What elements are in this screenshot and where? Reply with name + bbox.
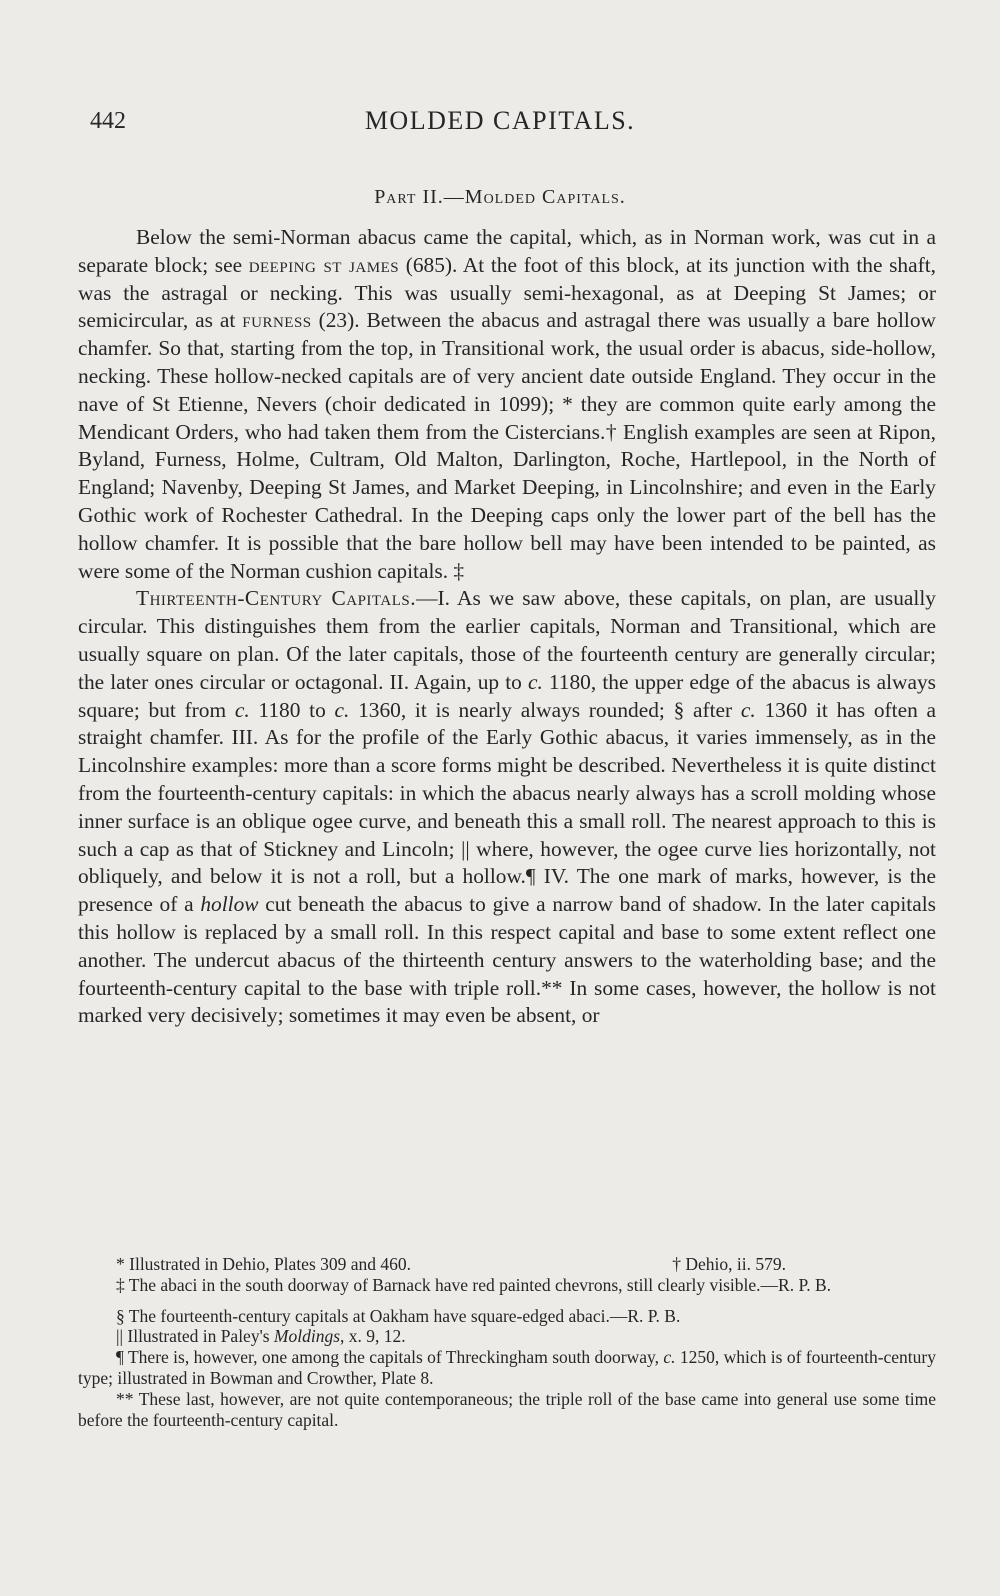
text-run: (685). At the foot of this block, at its junction with the shaft, was the astragal or necking. This was usually semi-hexagonal, as at Deeping St James; or semicircular, as at: [78, 252, 936, 333]
text-run: || Illustrated in Paley's: [116, 1326, 274, 1347]
reference-furness: furness: [242, 308, 312, 333]
text-run: , x. 9, 12.: [340, 1326, 406, 1347]
circa-abbreviation: c.: [234, 697, 250, 722]
text-run: 1360, it is nearly always rounded; § after: [349, 697, 741, 722]
footnote-oakham: § The fourteenth-century capitals at Oakham have square-edged abaci.—R. P. B.: [116, 1305, 681, 1326]
footnote-paley: [78, 1326, 936, 1347]
circa-abbreviation: c.: [527, 669, 543, 694]
footnote-triple-roll: ** These last, however, are not quite contemporaneous; the triple roll of the base came into general use some time before the fourteenth-century capital.: [78, 1388, 936, 1430]
text-run: 1180 to: [249, 697, 335, 722]
text-run: —I. As we saw above, these capitals, on plan, are usually circular. This distinguishes them from the earlier capitals, Norman and Transitional, which are usually square on plan. Of the later capitals, those of the fourteenth century are generally circular; the later ones circular or octagonal. II. Again, up to: [78, 586, 936, 694]
book-title: Moldings: [273, 1326, 341, 1347]
section-heading: Part II.—Molded Capitals.: [374, 186, 626, 208]
text-run: 1250, which is of fourteenth-century type; illustrated in Bowman and Crowther, Plate 8.: [78, 1347, 936, 1388]
text-run: cut beneath the abacus to give a narrow band of shadow. In the later capitals this hollow is replaced by a small roll. In this respect capital and base to some extent reflect one another. The undercut abacus of the thirteenth century answers to the waterholding base; and the fourteenth-century capital to the base with triple roll.** In some cases, however, the hollow is not marked very decisively; sometimes it may even be absent, or: [78, 892, 937, 1028]
footnote-dehio-plates: * Illustrated in Dehio, Plates 309 and 460.: [116, 1254, 412, 1274]
reference-deeping-st-james: deeping st james: [248, 252, 400, 277]
text-run: 1180, the upper edge of the abacus is always square; but from: [78, 669, 936, 722]
body-text: [78, 224, 936, 1030]
emphasis-hollow: hollow: [200, 892, 259, 917]
paragraph-thirteenth-century-capitals: [78, 585, 936, 1030]
footnote-barnack: ‡ The abaci in the south doorway of Barnack have red painted chevrons, still clearly visible.—R. P. B.: [116, 1274, 832, 1295]
footnote-threckingham: [78, 1347, 936, 1389]
text-run: (23). Between the abacus and astragal there was usually a bare hollow chamfer. So that, starting from the top, in Transitional work, the usual order is abacus, side-hollow, necking. These hollow-necked capitals are of very ancient date outside England. They occur in the nave of St Etienne, Nevers (choir dedicated in 1099); * they are common quite early among the Mendicant Orders, who had taken them from the Cistercians.† English examples are seen at Ripon, Byland, Furness, Holme, Cultram, Old Malton, Darlington, Roche, Hartlepool, in the North of England; Navenby, Deeping St James, and Market Deeping, in Lincolnshire; and even in the Early Gothic work of Rochester Cathedral. In the Deeping caps only the lower part of the bell has the hollow chamfer. It is possible that the bare hollow bell may have been intended to be painted, as were some of the Norman cushion capitals. ‡: [78, 308, 936, 583]
text-run: Below the semi-Norman abacus came the capital, which, as in Norman work, was cut in a separate block; see: [78, 225, 936, 277]
footnotes: [78, 1254, 936, 1430]
text-run: ¶ There is, however, one among the capitals of Threckingham south doorway,: [116, 1347, 664, 1368]
text-run: 1360 it has often a straight chamfer. III. As for the profile of the Early Gothic abacus, it varies immensely, as in the Lincolnshire examples: more than a score forms might be described. Nevertheless it is quite distinct from the fourteenth-century capitals: in which the abacus nearly always has a scroll molding whose inner surface is an oblique ogee curve, and beneath this a small roll. The nearest approach to this is such a cap as that of Stickney and Lincoln; || where, however, the ogee curve lies horizontally, not obliquely, and below it is not a roll, but a hollow.¶ IV. The one mark of marks, however, is the presence of a: [78, 697, 936, 917]
paragraph-lead-heading: Thirteenth-Century Capitals.: [136, 586, 417, 611]
running-title: MOLDED CAPITALS.: [364, 106, 636, 135]
circa-abbreviation: c.: [663, 1347, 676, 1368]
footnote-row: [78, 1254, 936, 1275]
page-number: 442: [90, 108, 126, 134]
circa-abbreviation: c.: [334, 697, 350, 722]
circa-abbreviation: c.: [740, 697, 756, 722]
footnote-dehio-volume: † Dehio, ii. 579.: [672, 1254, 786, 1274]
paragraph-hollow-necked-capitals: [78, 224, 936, 585]
